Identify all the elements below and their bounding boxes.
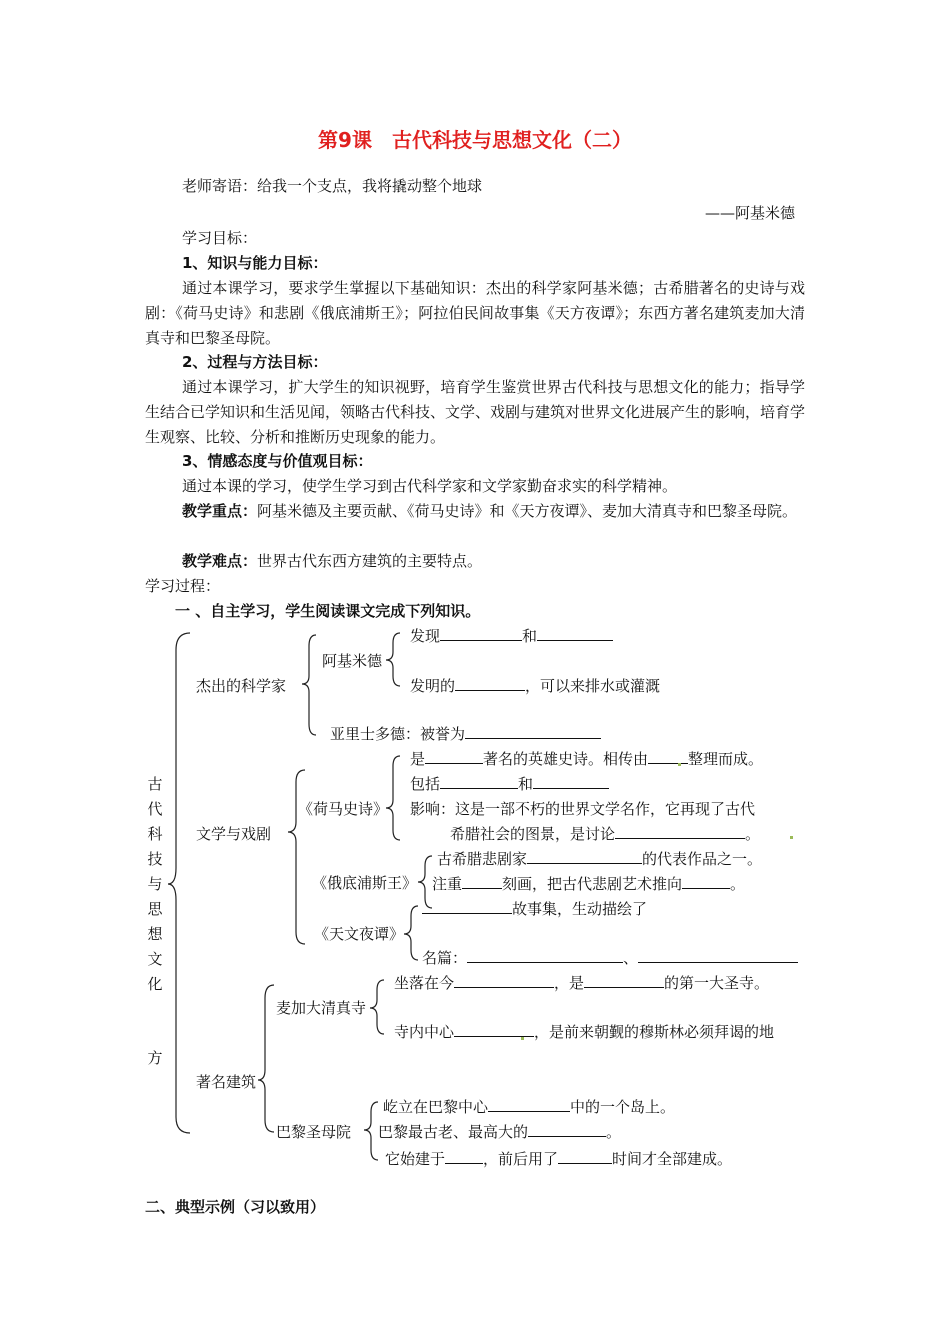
- key-text: 阿基米德及主要贡献、《荷马史诗》和《天方夜谭》、麦加大清真寺和巴黎圣母院。: [257, 502, 798, 520]
- oedipus-label: 《俄底浦斯王》: [312, 874, 418, 892]
- page-title: 第9课 古代科技与思想文化（二）: [318, 128, 632, 152]
- notre-line2: 巴黎最古老、最高大的 。: [378, 1123, 622, 1141]
- root-char: 与: [147, 875, 163, 893]
- blank[interactable]: [445, 1149, 483, 1164]
- root-char: 科: [147, 825, 163, 843]
- emotion-text: 通过本课的学习，使学生学习到古代科学家和文学家勤奋求实的科学精神。: [182, 477, 678, 495]
- root-char: 思: [147, 900, 163, 918]
- blank[interactable]: [454, 1022, 534, 1037]
- blank[interactable]: [454, 973, 554, 988]
- blank[interactable]: [584, 973, 664, 988]
- notre-dame-label: 巴黎圣母院: [276, 1123, 352, 1141]
- arabian-line1: 故事集，生动描绘了: [422, 899, 647, 919]
- aristotle-line: 亚里士多德：被誉为: [330, 724, 601, 744]
- archimedes-invent: 发明的 ，可以来排水或灌溉: [410, 677, 661, 695]
- root-char: 方: [147, 1049, 163, 1067]
- blank[interactable]: [488, 1097, 570, 1112]
- blank[interactable]: [422, 899, 512, 914]
- literature-label: 文学与戏剧: [196, 825, 272, 843]
- notre-line3: 它始建于 ，前后用了 时间才全部建成。: [385, 1150, 733, 1168]
- blank[interactable]: [528, 1122, 606, 1137]
- root-char: 古: [147, 775, 163, 793]
- process-text: 通过本课学习，扩大学生的知识视野，培育学生鉴赏世界古代科技与思想文化的能力；指导学生结合已学知识和生活见闻，领略古代科技、文学、戏剧与建筑对世界文化进展产生的影响，培育学生观察、比较、分析和推断历史现象的能力。: [145, 378, 806, 446]
- architecture-label: 著名建筑: [196, 1073, 257, 1091]
- knowledge-heading: 1、知识与能力目标：: [182, 254, 328, 272]
- stray-mark: [790, 836, 793, 839]
- blank[interactable]: [465, 724, 601, 739]
- archimedes-discover: 发现 和: [410, 626, 613, 646]
- arabian-line2: 名篇： 、: [422, 948, 798, 968]
- root-char: 想: [147, 925, 163, 943]
- section1-heading: 一 、自主学习，学生阅读课文完成下列知识。: [175, 602, 481, 620]
- root-char: 文: [147, 950, 163, 968]
- key-label: 教学重点：: [182, 502, 258, 520]
- process-heading: 2、过程与方法目标：: [182, 353, 328, 371]
- notre-line1: 屹立在巴黎中心 中的一个岛上。: [383, 1098, 676, 1116]
- homer-line1: 是 著名的英雄史诗。相传由 整理而成。: [410, 750, 764, 768]
- homer-line3: 影响：这是一部不朽的世界文学名作，它再现了古代: [410, 800, 756, 818]
- process-title: 学习过程：: [145, 577, 221, 595]
- mecca-line2: 寺内中心 ，是前来朝觐的穆斯林必须拜谒的地: [394, 1023, 775, 1041]
- objectives-heading: 学习目标：: [182, 229, 258, 247]
- stray-mark: [678, 763, 681, 766]
- archimedes-label: 阿基米德: [322, 652, 383, 670]
- blank[interactable]: [615, 824, 745, 839]
- stray-mark: [521, 1037, 524, 1040]
- blank[interactable]: [425, 749, 483, 764]
- blank[interactable]: [455, 676, 525, 691]
- root-char: 化: [147, 975, 163, 993]
- blank[interactable]: [527, 849, 642, 864]
- blank[interactable]: [467, 948, 623, 963]
- blank[interactable]: [440, 774, 518, 789]
- oedipus-line1: 古希腊悲剧家 的代表作品之一。: [437, 850, 763, 868]
- blank[interactable]: [648, 749, 688, 764]
- homer-line4: 希腊社会的图景，是讨论 。: [450, 825, 761, 843]
- blank[interactable]: [440, 626, 522, 641]
- difficulty-text: 世界古代东西方建筑的主要特点。: [257, 552, 483, 570]
- blank[interactable]: [533, 774, 609, 789]
- knowledge-text: 通过本课学习，要求学生掌握以下基础知识：杰出的科学家阿基米德；古希腊著名的史诗与戏剧：《荷马史诗》和悲剧《俄底浦斯王》；阿拉伯民间故事集《天方夜谭》；东西方著名建筑麦加大清真寺和巴黎圣母院。: [145, 279, 805, 347]
- scientists-label: 杰出的科学家: [196, 677, 287, 695]
- motto-author: ——阿基米德: [705, 204, 796, 222]
- arabian-label: 《天文夜谭》: [314, 925, 405, 943]
- section2-heading: 二、典型示例（习以致用）: [145, 1198, 326, 1216]
- mecca-label: 麦加大清真寺: [276, 999, 367, 1017]
- blank[interactable]: [462, 874, 502, 889]
- homer-line2: 包括 和: [410, 774, 609, 794]
- difficulty-label: 教学难点：: [182, 552, 258, 570]
- motto-text: 老师寄语：给我一个支点，我将撬动整个地球: [182, 177, 483, 195]
- homer-label: 《荷马史诗》: [298, 800, 389, 818]
- blank[interactable]: [682, 874, 730, 889]
- root-char: 代: [147, 800, 163, 818]
- mecca-line1: 坐落在今 ，是 的第一大圣寺。: [394, 974, 770, 992]
- emotion-heading: 3、情感态度与价值观目标：: [182, 452, 373, 470]
- blank[interactable]: [537, 626, 613, 641]
- root-char: 技: [147, 850, 163, 868]
- oedipus-line2: 注重 刻画，把古代悲剧艺术推向 。: [432, 875, 746, 893]
- blank[interactable]: [638, 948, 798, 963]
- blank[interactable]: [558, 1149, 612, 1164]
